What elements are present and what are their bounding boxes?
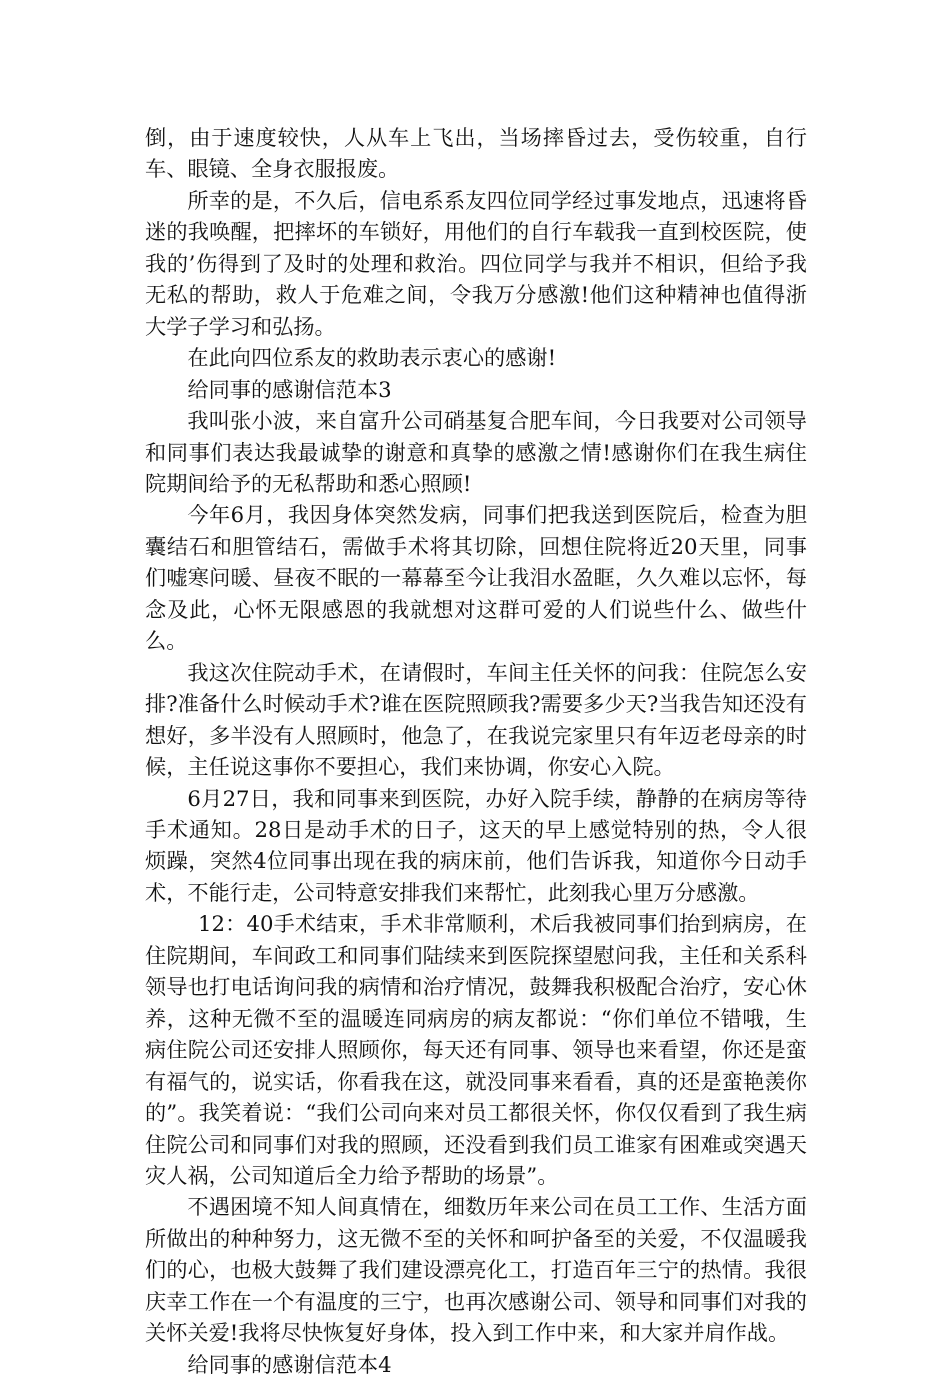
paragraph-leave: 我这次住院动手术，在请假时，车间主任关怀的问我：住院怎么安排?准备什么时候动手术?谁在医院照顾我?需要多少天?当我告知还没有想好，多半没有人照顾时，他急了，在我说完家里只有年迈老母亲的时候，主任说这事你不要担心，我们来协调，你安心入院。 — [145, 659, 807, 780]
section-heading-4: 给同事的感谢信范本4 — [187, 1351, 392, 1377]
section-heading-3: 给同事的感谢信范本3 — [187, 376, 392, 402]
paragraph-admission: 6月27日，我和同事来到医院，办好入院手续，静静的在病房等待手术通知。28日是动手术的日子，这天的早上感觉特别的热，令人很烦躁，突然4位同事出现在我的病床前，他们告诉我，知道你今日动手术，不能行走，公司特意安排我们来帮忙，此刻我心里万分感激。 — [145, 785, 807, 905]
paragraph-thanks: 在此向四位系友的救助表示衷心的感谢! — [187, 345, 557, 371]
paragraph-intro: 我叫张小波，来自富升公司硝基复合肥车间，今日我要对公司领导和同事们表达我最诚挚的谢意和真挚的感激之情!感谢你们在我生病住院期间给予的无私帮助和悉心照顾! — [145, 408, 807, 496]
paragraph-illness: 今年6月，我因身体突然发病，同事们把我送到医院后，检查为胆囊结石和胆管结石，需做手术将其切除，回想住院将近20天里，同事们嘘寒问暖、昼夜不眠的一幕幕至今让我泪水盈眶，久久难以忘怀，每念及此，心怀无限感恩的我就想对这群可爱的人们说些什么、做些什么。 — [145, 502, 807, 654]
paragraph-surgery: 12：40手术结束，手术非常顺利，术后我被同事们抬到病房，在住院期间，车间政工和同事们陆续来到医院探望慰问我，主任和关系科领导也打电话询问我的病情和治疗情况，鼓舞我积极配合治疗，安心休养，这种无微不至的温暖连同病房的病友都说：“你们单位不错哦，生病住院公司还安排人照顾你，每天还有同事、领导也来看望，你还是蛮有福气的，说实话，你看我在这，就没同事来看看，真的还是蛮艳羡你的”。我笑着说：“我们公司向来对员工都很关怀，你仅仅看到了我生病住院公司和同事们对我的照顾，还没看到我们员工谁家有困难或突遇天灾人祸，公司知道后全力给予帮助的场景”。 — [145, 911, 807, 1188]
paragraph-gratitude: 不遇困境不知人间真情在，细数历年来公司在员工工作、生活方面所做出的种种努力，这无微不至的关怀和呵护备至的关爱，不仅温暖我们的心，也极大鼓舞了我们建设漂亮化工，打造百年三宁的热情。我很庆幸工作在一个有温度的三宁，也再次感谢公司、领导和同事们对我的关怀关爱!我将尽快恢复好身体，投入到工作中来，和大家并肩作战。 — [145, 1194, 807, 1346]
paragraph-continuation: 倒，由于速度较快，人从车上飞出，当场摔昏过去，受伤较重，自行车、眼镜、全身衣服报废。 — [145, 125, 807, 182]
paragraph-rescue: 所幸的是，不久后，信电系系友四位同学经过事发地点，迅速将昏迷的我唤醒，把摔坏的车锁好，用他们的自行车载我一直到校医院，使我的’伤得到了及时的处理和救治。四位同学与我并不相识，但给予我无私的帮助，救人于危难之间，令我万分感激!他们这种精神也值得浙大学子学习和弘扬。 — [145, 187, 807, 339]
document-page — [145, 122, 807, 1380]
